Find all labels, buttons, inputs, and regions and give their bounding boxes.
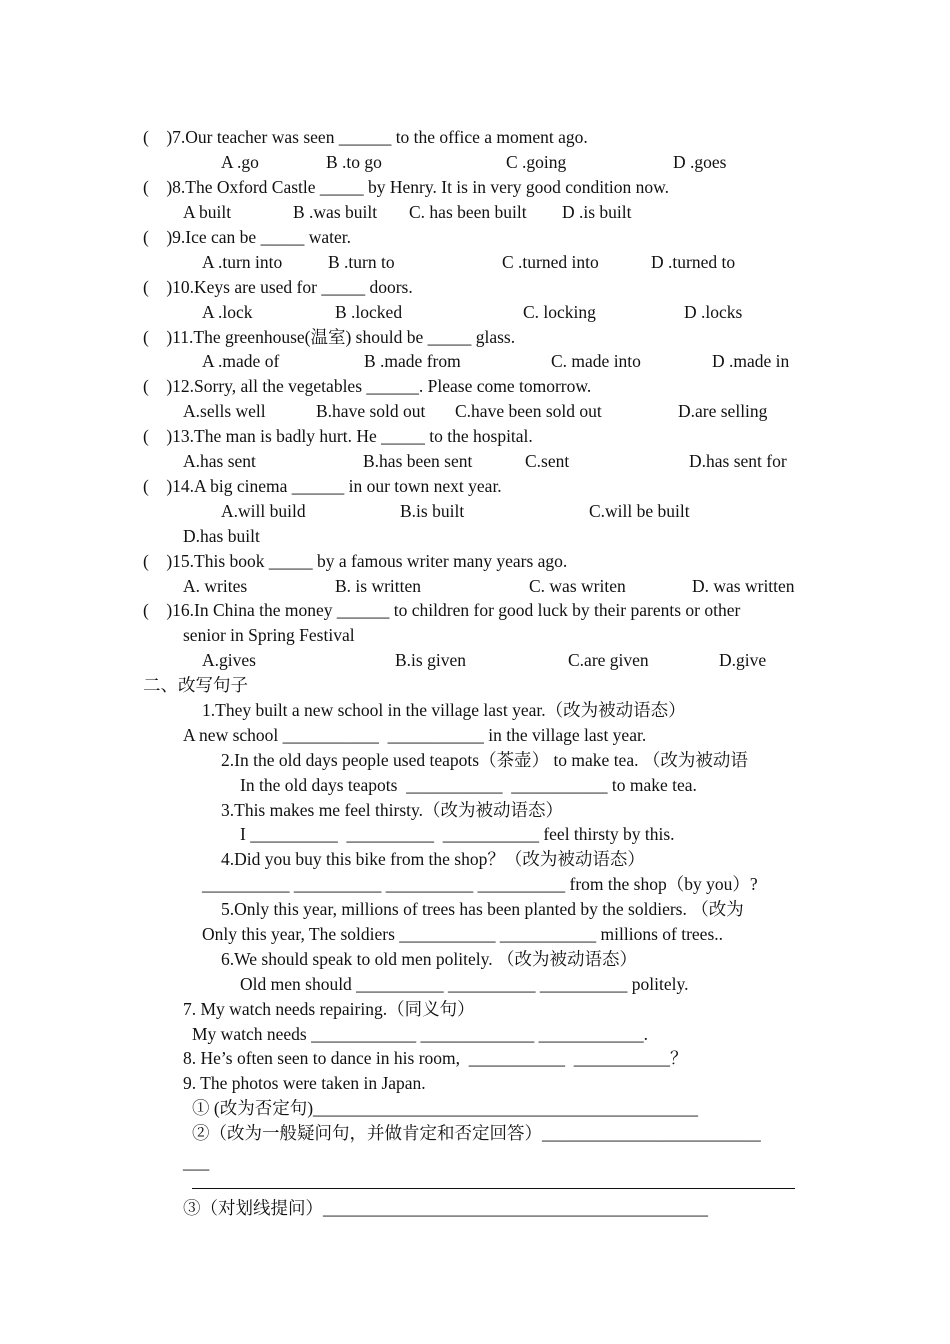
question-9-option-b: B .turn to <box>328 252 395 272</box>
question-7-option-d: D .goes <box>673 152 727 172</box>
question-16-stem: ( )16.In China the money ______ to children for good luck by their parents or other <box>143 600 741 620</box>
question-14-option-d: D.has built <box>183 526 260 546</box>
question-15-option-b: B. is written <box>335 576 422 596</box>
rewrite-4-prompt: 4.Did you buy this bike from the shop？（改为被动语态） <box>221 849 645 869</box>
question-10-option-b: B .locked <box>335 302 403 322</box>
rewrite-7-answer: My watch needs ____________ _____________ ____________. <box>192 1024 648 1044</box>
rewrite-1-answer: A new school ___________ ___________ in the village last year. <box>183 725 647 745</box>
question-15-option-c: C. was writen <box>529 576 626 596</box>
question-14-stem: ( )14.A big cinema ______ in our town next year. <box>143 476 502 496</box>
question-14-option-c: C.will be built <box>589 501 690 521</box>
question-9-option-a: A .turn into <box>202 252 283 272</box>
question-8-option-d: D .is built <box>562 202 632 222</box>
question-12-option-d: D.are selling <box>678 401 768 421</box>
question-10-stem: ( )10.Keys are used for _____ doors. <box>143 277 413 297</box>
rewrite-2-prompt: 2.In the old days people used teapots（茶壶） to make tea. （改为被动语 <box>221 750 748 770</box>
question-11-option-c: C. made into <box>551 351 641 371</box>
question-13-option-a: A.has sent <box>183 451 256 471</box>
question-13-stem: ( )13.The man is badly hurt. He _____ to the hospital. <box>143 426 533 446</box>
question-7-option-b: B .to go <box>326 152 382 172</box>
question-9-stem: ( )9.Ice can be _____ water. <box>143 227 351 247</box>
answer-rule <box>192 1188 795 1189</box>
question-8-option-b: B .was built <box>293 202 378 222</box>
question-13-option-d: D.has sent for <box>689 451 787 471</box>
question-7-option-c: C .going <box>506 152 567 172</box>
question-10-option-c: C. locking <box>523 302 596 322</box>
rewrite-5-answer: Only this year, The soldiers ___________ ___________ millions of trees.. <box>202 924 724 944</box>
question-16-option-b: B.is given <box>395 650 466 670</box>
question-12-stem: ( )12.Sorry, all the vegetables ______. Please come tomorrow. <box>143 376 592 396</box>
question-11-option-d: D .made in <box>712 351 790 371</box>
question-10-option-a: A .lock <box>202 302 253 322</box>
question-15-option-d: D. was written <box>692 576 795 596</box>
question-12-option-c: C.have been sold out <box>455 401 602 421</box>
rewrite-8-prompt: 8. He’s often seen to dance in his room, ___________ ___________？ <box>183 1048 688 1068</box>
question-14-option-a: A.will build <box>221 501 306 521</box>
question-14-option-b: B.is built <box>400 501 465 521</box>
question-12-option-a: A.sells well <box>183 401 266 421</box>
question-8-option-a: A built <box>183 202 232 222</box>
rewrite-9-prompt: 9. The photos were taken in Japan. <box>183 1073 426 1093</box>
question-9-option-d: D .turned to <box>651 252 736 272</box>
question-16-option-c: C.are given <box>568 650 649 670</box>
question-8-stem: ( )8.The Oxford Castle _____ by Henry. It is in very good condition now. <box>143 177 670 197</box>
rewrite-6-prompt: 6.We should speak to old men politely. （改为被动语态） <box>221 949 637 969</box>
question-10-option-d: D .locks <box>684 302 743 322</box>
question-16-option-d: D.give <box>719 650 767 670</box>
rewrite-3-prompt: 3.This makes me feel thirsty.（改为被动语态） <box>221 800 564 820</box>
rewrite-5-prompt: 5.Only this year, millions of trees has been planted by the soldiers. （改为 <box>221 899 744 919</box>
question-13-option-c: C.sent <box>525 451 570 471</box>
question-15-option-a: A. writes <box>183 576 248 596</box>
rewrite-7-prompt: 7. My watch needs repairing.（同义句） <box>183 999 475 1019</box>
rewrite-6-answer: Old men should __________ __________ __________ politely. <box>240 974 689 994</box>
question-16-stem-continued: senior in Spring Festival <box>183 625 355 645</box>
question-7-stem: ( )7.Our teacher was seen ______ to the office a moment ago. <box>143 127 588 147</box>
question-11-option-a: A .made of <box>202 351 280 371</box>
rewrite-9-question-continued: ___ <box>183 1152 210 1172</box>
question-11-stem: ( )11.The greenhouse(温室) should be _____ glass. <box>143 327 516 347</box>
question-11-option-b: B .made from <box>364 351 461 371</box>
rewrite-3-answer: I __________ __________ ___________ feel thirsty by this. <box>240 824 675 844</box>
rewrite-9-wh-question: ③（对划线提问）____________________________________________ <box>183 1198 708 1218</box>
rewrite-9-question: ②（改为一般疑问句，并做肯定和否定回答）_________________________ <box>192 1123 761 1143</box>
question-12-option-b: B.have sold out <box>316 401 426 421</box>
question-7-option-a: A .go <box>221 152 259 172</box>
question-15-stem: ( )15.This book _____ by a famous writer many years ago. <box>143 551 568 571</box>
section-2-heading: 二、改写句子 <box>143 675 248 695</box>
rewrite-4-answer: __________ __________ __________ __________ from the shop（by you）? <box>202 874 758 894</box>
question-13-option-b: B.has been sent <box>363 451 473 471</box>
rewrite-9-negative: ① (改为否定句)____________________________________________ <box>192 1098 699 1118</box>
question-8-option-c: C. has been built <box>409 202 527 222</box>
question-9-option-c: C .turned into <box>502 252 599 272</box>
rewrite-2-answer: In the old days teapots ___________ ___________ to make tea. <box>240 775 697 795</box>
question-16-option-a: A.gives <box>202 650 256 670</box>
rewrite-1-prompt: 1.They built a new school in the village last year.（改为被动语态） <box>202 700 686 720</box>
